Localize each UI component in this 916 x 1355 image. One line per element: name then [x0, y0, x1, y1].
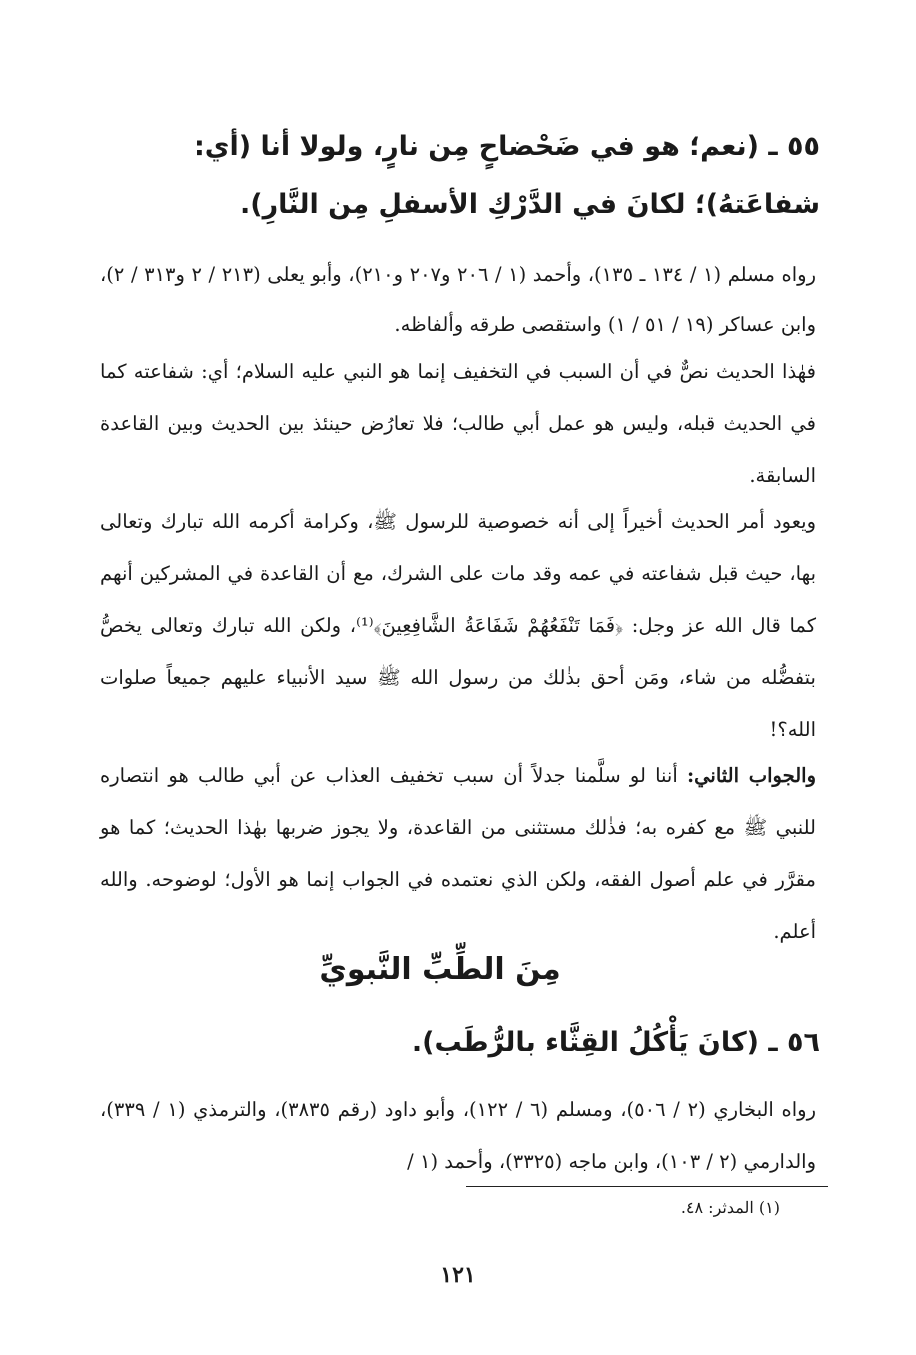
hadith-56-heading: ٥٦ ـ (كانَ يَأْكُلُ القِثَّاء بالرُّطَب).	[411, 1027, 820, 1058]
paragraph-explanation	[100, 346, 816, 502]
footnote: (١) المدثر: ٤٨.	[680, 1198, 780, 1217]
paragraph-specificity	[100, 496, 816, 756]
paragraph-text: فهٰذا الحديث نصٌّ في أن السبب في التخفيف إنما هو النبي عليه السلام؛ أي: شفاعته كما في الحديث قبله، وليس هو عمل أبي طالب؛ فلا تعارُض حينئذ بين الحديث وبين القاعدة السابقة.	[100, 360, 816, 487]
page-number: ١٢١	[440, 1262, 476, 1288]
paragraph-sources-56	[100, 1084, 816, 1188]
paragraph-lead: والجواب الثاني:	[686, 764, 816, 787]
paragraph-second-answer	[100, 750, 816, 958]
paragraph-sources-55	[100, 250, 816, 350]
paragraph-text: ويعود أمر الحديث أخيراً إلى أنه خصوصية للرسول ﷺ، وكرامة أكرمه الله تبارك وتعالى بها، حيث قبل شفاعته في عمه وقد مات على الشرك، مع أن القاعدة في المشركين أنهم كما قال الله عز وجل: ﴿فَمَا تَنْفَعُهُمْ شَفَاعَةُ الشَّافِعِينَ﴾⁽¹⁾، ولكن الله تبارك وتعالى يخصُّ بتفضُّله من شاء، ومَن أحق بذٰلك من رسول الله ﷺ سيد الأنبياء عليهم جميعاً صلوات الله؟!	[100, 510, 816, 741]
paragraph-text: أننا لو سلَّمنا جدلاً أن سبب تخفيف العذاب عن أبي طالب هو انتصاره للنبي ﷺ مع كفره به؛ فذٰلك مستثنى من القاعدة، ولا يجوز ضربها بهٰذا الحديث؛ كما هو مقرَّر في علم أصول الفقه، ولكن الذي نعتمده في الجواب إنما هو الأول؛ لوضوحه. والله أعلم.	[100, 764, 816, 943]
section-title: مِنَ الطِّبِّ النَّبويِّ	[319, 952, 561, 987]
paragraph-text: رواه مسلم (١ / ١٣٤ ـ ١٣٥)، وأحمد (١ / ٢٠٦ و٢٠٧ و٢١٠)، وأبو يعلى (٢١٣ / ٢ و٣١٣ / ٢)، وابن عساكر (١٩ / ٥١ / ١) واستقصى طرقه وألفاظه.	[100, 263, 817, 336]
paragraph-text: رواه البخاري (٢ / ٥٠٦)، ومسلم (٦ / ١٢٢)، وأبو داود (رقم ٣٨٣٥)، والترمذي (١ / ٣٣٩)، والدارمي (٢ / ١٠٣)، وابن ماجه (٣٣٢٥)، وأحمد (١ /	[100, 1098, 817, 1173]
footnote-divider	[466, 1186, 828, 1187]
hadith-55-heading: ٥٥ ـ (نعم؛ هو في ضَحْضاحٍ مِن نارٍ، ولولا أنا (أي: شفاعَتهُ)؛ لكانَ في الدَّرْكِ الأسفلِ مِن النَّارِ).	[194, 131, 820, 220]
